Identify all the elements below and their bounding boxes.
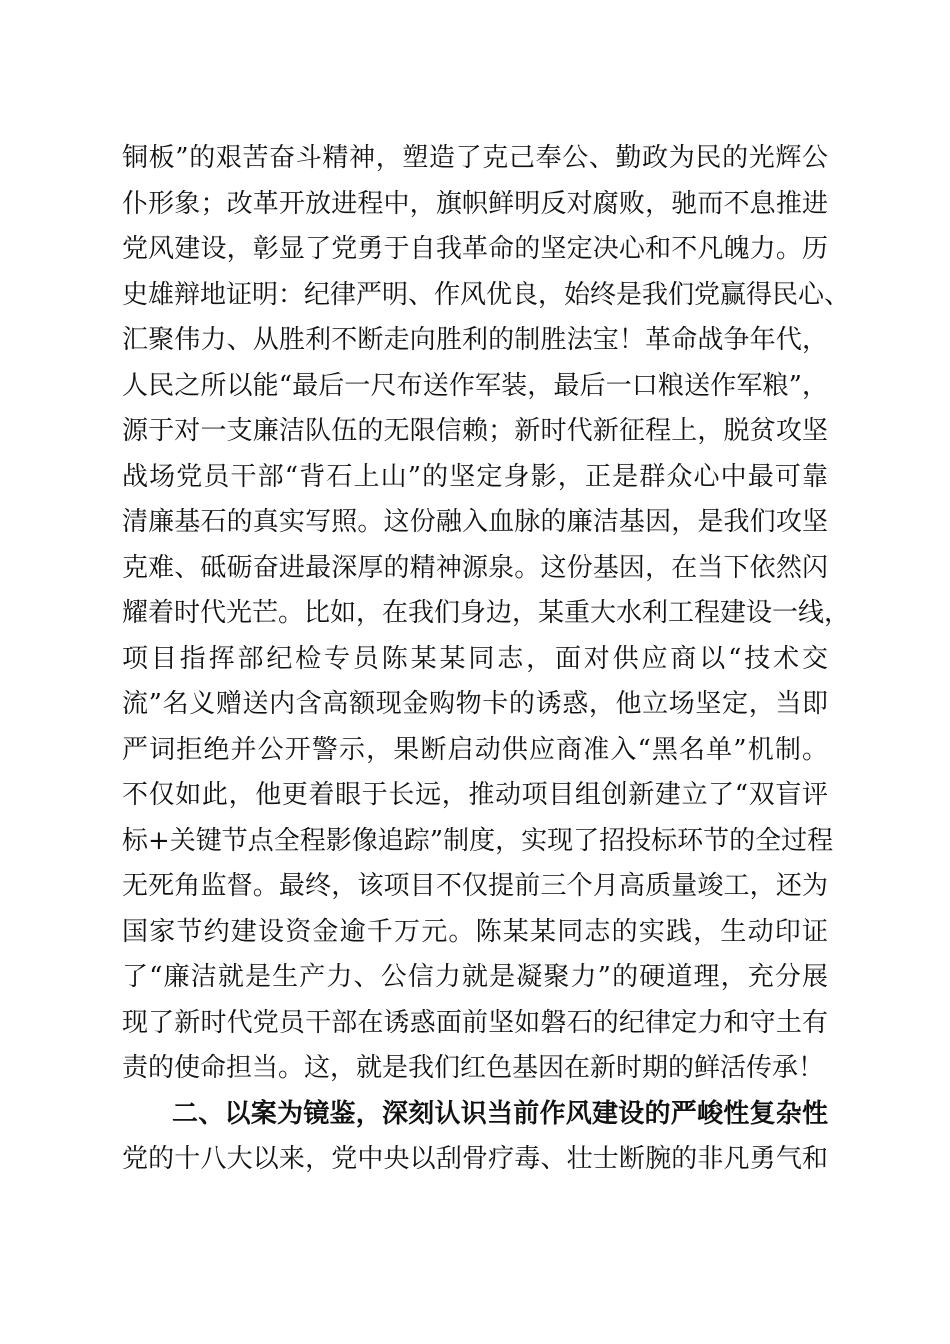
paragraph-1: [122, 136, 851, 1092]
text-line: 仆形象；改革开放进程中，旗帜鲜明反对腐败，驰而不息推进: [122, 188, 828, 219]
text-line: 战场党员干部“背石上山”的坚定身影，正是群众心中最可靠: [122, 461, 828, 492]
body-text: [122, 136, 851, 1183]
text-line: 标+关键节点全程影像追踪”制度，实现了招投标环节的全过程: [122, 825, 834, 856]
text-line: 铜板”的艰苦奋斗精神，塑造了克己奉公、勤政为民的光辉公: [122, 143, 828, 173]
text-line: 责的使命担当。这，就是我们红色基因在新时期的鲜活传承！: [122, 1053, 825, 1083]
section-heading: 二、以案为镜鉴，深刻认识当前作风建设的严峻性复杂性: [172, 1098, 828, 1129]
text-line: 清廉基石的真实写照。这份融入血脉的廉洁基因，是我们攻坚: [122, 507, 828, 537]
text-line: 项目指挥部纪检专员陈某某同志，面对供应商以“技术交: [122, 643, 828, 674]
text-line: 严词拒绝并公开警示，果断启动供应商准入“黑名单”机制。: [122, 734, 828, 765]
text-line: 耀着时代光芒。比如，在我们身边，某重大水利工程建设一线，: [122, 598, 851, 628]
text-line: 源于对一支廉洁队伍的无限信赖；新时代新征程上，脱贫攻坚: [122, 416, 828, 446]
text-line: 国家节约建设资金逾千万元。陈某某同志的实践，生动印证: [122, 916, 828, 947]
text-line: 克难、砥砺奋进最深厚的精神源泉。这份基因，在当下依然闪: [122, 552, 828, 583]
text-line: 人民之所以能“最后一尺布送作军装，最后一口粮送作军粮”，: [122, 370, 828, 401]
paragraph-2: [122, 1137, 828, 1183]
text-line: 了“廉洁就是生产力、公信力就是凝聚力”的硬道理，充分展: [122, 962, 828, 992]
text-line: 党的十八大以来，党中央以刮骨疗毒、壮士断腕的非凡勇气和: [122, 1144, 828, 1174]
text-line: 汇聚伟力、从胜利不断走向胜利的制胜法宝！革命战争年代，: [122, 325, 828, 355]
text-line: 史雄辩地证明：纪律严明、作风优良，始终是我们党赢得民心、: [122, 279, 851, 310]
text-line: 现了新时代党员干部在诱惑面前坚如磐石的纪律定力和守土有: [122, 1007, 828, 1038]
text-line: 流”名义赠送内含高额现金购物卡的诱惑，他立场坚定，当即: [122, 689, 828, 719]
text-line: 不仅如此，他更着眼于长远，推动项目组创新建立了“双盲评: [122, 780, 828, 810]
text-line: 无死角监督。最终，该项目不仅提前三个月高质量竣工，还为: [122, 871, 828, 901]
text-line: 党风建设，彰显了党勇于自我革命的坚定决心和不凡魄力。历: [122, 234, 828, 264]
